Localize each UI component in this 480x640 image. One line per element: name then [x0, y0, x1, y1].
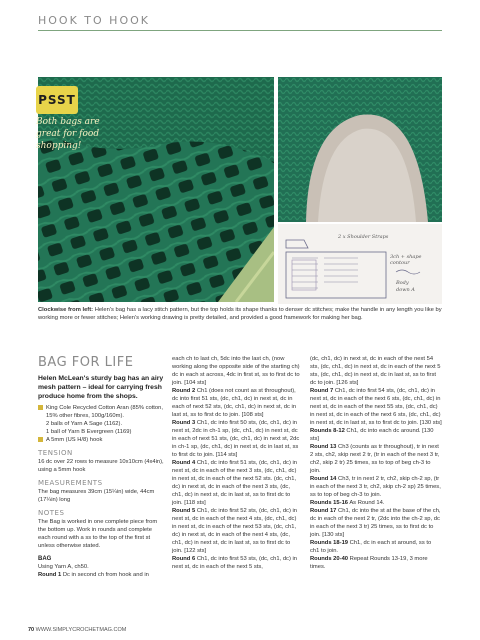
page-footer	[28, 627, 126, 633]
pattern-column-2	[172, 355, 302, 571]
site-url[interactable]: WWW.SIMPLYCROCHETMAG.COM	[35, 627, 127, 633]
psst-badge: PSST	[36, 86, 78, 114]
pattern-paragraph: Rounds 15-16 As Round 14.	[310, 500, 385, 506]
pattern-paragraph: Round 6 Ch1, dc into first 53 sts, (dc, ch1, dc) in next st, dc in each of the next 5 sts,	[172, 556, 298, 570]
bag-heading: BAG	[38, 556, 52, 562]
pattern-paragraph: Round 14 Ch3, tr in next 2 tr, ch2, skip ch-2 sp, (tr in each of the next 3 tr, ch2, skip ch-2 sp) 25 times, ss to top of beg ch-3 to join.	[310, 476, 441, 498]
notes-heading: NOTES	[38, 509, 65, 517]
yarn-item: 2 balls of Yarn A Sage (1162).	[46, 421, 123, 427]
drawing-note-shape: 3ch + shape contour	[390, 254, 422, 266]
yarn-bullet-icon	[38, 405, 43, 410]
hook-item: A 5mm (US H/8) hook	[38, 436, 164, 444]
working-drawing-photo	[278, 224, 442, 304]
pattern-paragraph: Rounds 18-19 Ch1, dc in each st around, ss to ch1 to join.	[310, 540, 432, 554]
article-lead: Helen McLean's sturdy bag has an airy mesh pattern – ideal for carrying fresh produce home from the shops.	[38, 375, 164, 400]
drawing-note-straps: 2 x Shoulder Straps	[338, 234, 389, 240]
bag-handle-photo	[278, 77, 442, 222]
pattern-paragraph: Rounds 8-12 Ch1, dc into each dc around. [130 sts]	[310, 428, 434, 442]
pattern-paragraph: Round 3 Ch1, dc into first 50 sts, (dc, ch1, dc) in next st, 2dc in ch-1 sp, (dc, ch1, dc) in next st, dc in each of next 51 sts, (dc, ch1, dc) in next st, 2dc in ch-1 sp, (dc, ch1, dc) in next st, dc in last st, ss to first dc to join. [114 sts]	[172, 420, 300, 458]
drawing-note-down: down A	[396, 287, 415, 293]
pattern-paragraph: Round 17 Ch1, dc into the st at the base of the ch, dc in each of the next 2 tr, (2dc into the ch-2 sp, dc in each of the next 3 tr) 25 times, ss to first dc to join. [130 sts]	[310, 508, 441, 538]
notes-text: The Bag is worked in one complete piece from the bottom up. Work in rounds and complete each round with a ss to the top of the first st unless otherwise stated.	[38, 519, 158, 549]
drawing-note-body: Body	[396, 280, 409, 286]
yarn-item: King Cole Recycled Cotton Aran (85% cotton, 15% other fibres, 100g/160m).	[38, 404, 164, 420]
article-title: BAG FOR LIFE	[38, 355, 134, 370]
pattern-paragraph: Round 4 Ch1, dc into first 51 sts, (dc, ch1, dc) in next st, dc in each of the next 3 sts, (dc, ch1, dc) in next st, dc in each of the next 52 sts. (dc, ch1, dc) in next st, dc in each of the next 3 sts, (dc, ch1, dc) in next st, dc in last st, ss to first dc to join. [118 sts]	[172, 460, 298, 506]
header-divider	[38, 30, 442, 31]
pattern-paragraph: Round 13 Ch3 (counts as tr throughout), tr in next 2 sts, ch2, skip next 2 tr, (tr in each of the next 3 tr, ch2, skip 2 tr) 25 times, ss to top of beg ch-3 to join.	[310, 444, 440, 474]
pattern-paragraph: Round 5 Ch1, dc into first 52 sts, (dc, ch1, dc) in next st, dc in each of the next 4 sts, (dc, ch1, dc) in next st, dc in each of the next 53 sts, (dc, ch1, dc) in next st, dc in each of the next 4 sts, (dc, ch1, dc) in next st, dc in last st, ss to first dc to join. [122 sts]	[172, 508, 298, 554]
psst-note: Both bags are great for food shopping!	[36, 117, 100, 151]
page-header-title: HOOK TO HOOK	[38, 14, 150, 27]
pattern-paragraph: (dc, ch1, dc) in next st, dc in each of the next 54 sts, (dc, ch1, dc) in next st, dc in each of the next 5 sts, (dc, ch1, dc) in next st, dc in last st, ss to first dc to join. [126 sts]	[310, 356, 441, 386]
pattern-paragraph: Round 7 Ch1, dc into first 54 sts, (dc, ch1, dc) in next st, dc in each of the next 6 sts, (dc, ch1, dc) in next st, dc in each of the next 55 sts, (dc, ch1, dc) in next st, dc in each of the next 6 sts, (dc, ch1, dc) in next st, dc in last st, ss to first dc to join. [130 sts]	[310, 388, 442, 426]
measurements-heading: MEASUREMENTS	[38, 479, 103, 487]
pattern-paragraph: Round 2 Ch1 (does not count as st throughout), dc into first 51 sts, (dc, ch1, dc) in next st, dc in each of next 52 sts, (dc, ch1, dc) in next st, dc in last st, ss to first dc to join. [108 sts]	[172, 388, 297, 418]
caption-lead: Clockwise from left:	[38, 307, 94, 313]
pattern-column-3	[310, 355, 442, 571]
yarn-item: 1 ball of Yarn B Evergreen (1169)	[46, 429, 132, 435]
hook-bullet-icon	[38, 437, 43, 442]
pattern-paragraph: Rounds 20-40 Repeat Rounds 13-19, 3 more times.	[310, 556, 428, 570]
page-number: 70	[28, 627, 35, 633]
bag-handle-image	[278, 77, 442, 222]
tension-heading: TENSION	[38, 449, 73, 457]
tension-text: 16 dc over 22 rows to measure 10x10cm (4x4in), using a 5mm hook	[38, 459, 164, 473]
photo-caption	[38, 306, 442, 322]
measurements-text: The bag measures 39cm (15¼in) wide, 44cm (17¼in) long	[38, 489, 155, 503]
pattern-intro-column	[38, 355, 164, 579]
pattern-paragraph: each ch to last ch, 5dc into the last ch, (now working along the opposite side of the starting ch) dc in each st across, 4dc in first st, ss to first dc to join. [104 sts]	[172, 356, 300, 386]
caption-text: Helen's bag has a lacy stitch pattern, but the top holds its shape thanks to denser dc stitches; make the handle in any length you like by working more or fewer stitches; Helen's working drawing is pretty detailed, and provided a good framework for making her bag.	[38, 307, 442, 321]
bag-start-text: Using Yarn A, ch50.	[38, 564, 89, 570]
round-1-start: Round 1 Dc in second ch from hook and in	[38, 572, 149, 578]
